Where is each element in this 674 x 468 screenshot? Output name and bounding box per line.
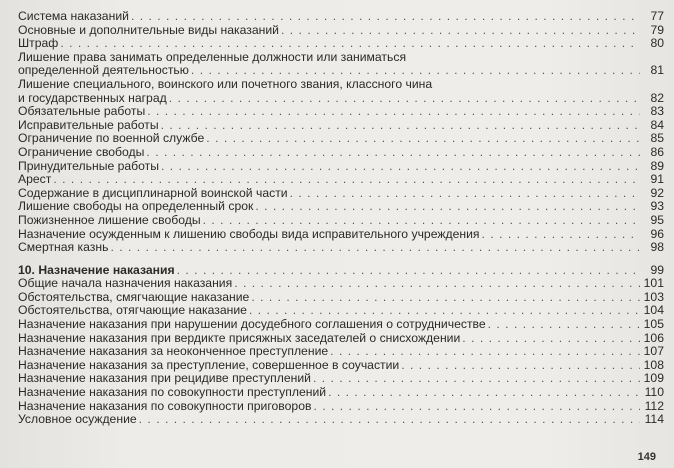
toc-entry-title: Назначение наказания при рецидиве преступлений <box>18 371 311 386</box>
toc-entry-page: 105 <box>643 317 664 332</box>
toc-entry-page: 106 <box>643 330 664 345</box>
toc-entry-title: Обстоятельства, отягчающие наказание <box>18 303 247 318</box>
toc-entry <box>18 304 664 318</box>
toc-entry <box>18 214 664 228</box>
toc-entry-page: 114 <box>644 412 664 427</box>
toc-entry-title: Основные и дополнительные виды наказаний <box>18 22 279 37</box>
toc-entry-page: 91 <box>650 172 664 187</box>
toc-entry <box>18 105 664 119</box>
toc-entry-title: Назначение наказания по совокупности приговоров <box>18 398 312 413</box>
toc-entry <box>18 119 664 133</box>
toc-entry-title: Принудительные работы <box>18 158 160 173</box>
toc-entry-title: Обстоятельства, смягчающие наказание <box>18 289 250 304</box>
toc-entry-page: 85 <box>650 131 664 146</box>
leader-dots <box>488 318 640 332</box>
section-page: 99 <box>650 262 664 277</box>
toc-entry <box>18 37 664 51</box>
toc-entry-page: 86 <box>650 144 664 159</box>
toc-list-bottom <box>18 277 664 427</box>
toc-entry-page: 95 <box>650 212 664 227</box>
toc-entry <box>18 318 664 332</box>
toc-entry <box>18 173 664 187</box>
toc-entry-title: Исправительные работы <box>18 117 159 132</box>
toc-entry-page: 103 <box>643 289 664 304</box>
leader-dots <box>313 372 640 386</box>
toc-list-top <box>18 10 664 255</box>
toc-entry-title: Арест <box>18 172 52 187</box>
toc-entry-page: 77 <box>650 9 664 23</box>
toc-entry-page: 108 <box>643 357 664 372</box>
toc-entry <box>18 386 664 400</box>
toc-entry-page: 83 <box>650 104 664 119</box>
toc-entry-title-line: и государственных наград <box>18 90 167 105</box>
section-heading <box>18 264 664 278</box>
toc-entry-title: Условное осуждение <box>18 412 137 427</box>
toc-entry-title: Штраф <box>18 36 59 51</box>
toc-entry-title: Ограничение свободы <box>18 144 145 159</box>
toc-entry <box>18 372 664 386</box>
leader-dots <box>290 187 640 201</box>
toc-entry-page: 93 <box>650 199 664 214</box>
toc-entry-title: Лишение свободы на определенный срок <box>18 199 254 214</box>
leader-dots <box>482 228 640 242</box>
toc-entry-page: 79 <box>650 22 664 37</box>
toc-entry-title-line: Лишение права занимать определенные должности или заниматься <box>18 49 407 64</box>
toc-entry-title: Содержание в дисциплинарной воинской части <box>18 185 288 200</box>
leader-dots <box>161 119 640 133</box>
leader-dots <box>251 291 640 305</box>
leader-dots <box>249 304 640 318</box>
toc-entry <box>18 160 664 174</box>
toc-entry-page: 104 <box>643 303 664 318</box>
toc-entry <box>18 78 664 105</box>
leader-dots <box>330 345 640 359</box>
toc-entry-page: 92 <box>650 185 664 200</box>
toc-entry-title: Общие начала назначения наказания <box>18 276 233 291</box>
toc-entry <box>18 228 664 242</box>
toc-entry-title: Ограничение по военной службе <box>18 131 205 146</box>
toc-entry <box>18 291 664 305</box>
toc-entry-page: 112 <box>644 398 664 413</box>
leader-dots <box>147 105 640 119</box>
toc-entry <box>18 413 664 427</box>
leader-dots <box>206 132 640 146</box>
toc-entry-title: Пожизненное лишение свободы <box>18 212 201 227</box>
toc-entry-page: 80 <box>650 36 664 51</box>
leader-dots <box>281 24 640 38</box>
leader-dots <box>328 386 640 400</box>
toc-entry-title-line: определенной деятельностью <box>18 63 189 78</box>
toc-entry-title: Назначение наказания за преступление, совершенное в соучастии <box>18 357 400 372</box>
table-of-contents <box>18 10 664 427</box>
toc-entry-title: Система наказаний <box>18 9 129 23</box>
toc-entry-title: Назначение осужденным к лишению свободы вида исправительного учреждения <box>18 226 480 241</box>
toc-entry-title: Назначение наказания при нарушении досудебного соглашения о сотрудничестве <box>18 317 486 332</box>
section-title: 10. Назначение наказания <box>18 262 175 277</box>
toc-entry <box>18 241 664 255</box>
toc-entry-page: 82 <box>650 90 664 105</box>
toc-entry-page: 98 <box>650 240 664 255</box>
toc-entry-page: 84 <box>650 117 664 132</box>
toc-entry <box>18 345 664 359</box>
toc-entry <box>18 146 664 160</box>
toc-entry-page: 109 <box>643 371 664 386</box>
toc-entry-page: 96 <box>650 226 664 241</box>
leader-dots <box>161 160 640 174</box>
toc-entry <box>18 24 664 38</box>
leader-dots <box>131 10 640 24</box>
leader-dots <box>177 264 640 278</box>
leader-dots <box>255 200 640 214</box>
toc-entry-page: 81 <box>650 63 664 78</box>
page-number: 149 <box>637 451 656 463</box>
toc-entry <box>18 51 664 78</box>
toc-entry <box>18 400 664 414</box>
toc-entry <box>18 359 664 373</box>
toc-entry-page: 89 <box>650 158 664 173</box>
toc-entry-title: Смертная казнь <box>18 240 109 255</box>
toc-entry-title: Назначение наказания по совокупности преступлений <box>18 385 327 400</box>
leader-dots <box>146 146 640 160</box>
leader-dots <box>110 241 640 255</box>
toc-entry <box>18 187 664 201</box>
leader-dots <box>191 64 640 78</box>
toc-entry-title: Назначение наказания при вердикте присяжных заседателей о снисхождении <box>18 330 461 345</box>
leader-dots <box>313 400 640 414</box>
toc-entry-title: Назначение наказания за неоконченное преступление <box>18 344 329 359</box>
toc-entry-page: 101 <box>643 276 664 291</box>
toc-entry-title: Обязательные работы <box>18 104 146 119</box>
leader-dots <box>53 173 640 187</box>
leader-dots <box>60 37 640 51</box>
leader-dots <box>203 214 640 228</box>
leader-dots <box>169 92 640 106</box>
leader-dots <box>401 359 640 373</box>
toc-entry <box>18 10 664 24</box>
toc-entry <box>18 277 664 291</box>
toc-entry-page: 107 <box>643 344 664 359</box>
toc-entry-title-line: Лишение специального, воинского или почетного звания, классного чина <box>18 76 433 91</box>
leader-dots <box>462 332 640 346</box>
toc-entry <box>18 332 664 346</box>
toc-entry <box>18 132 664 146</box>
toc-entry <box>18 200 664 214</box>
leader-dots <box>139 413 640 427</box>
toc-entry-page: 110 <box>644 385 664 400</box>
leader-dots <box>234 277 640 291</box>
